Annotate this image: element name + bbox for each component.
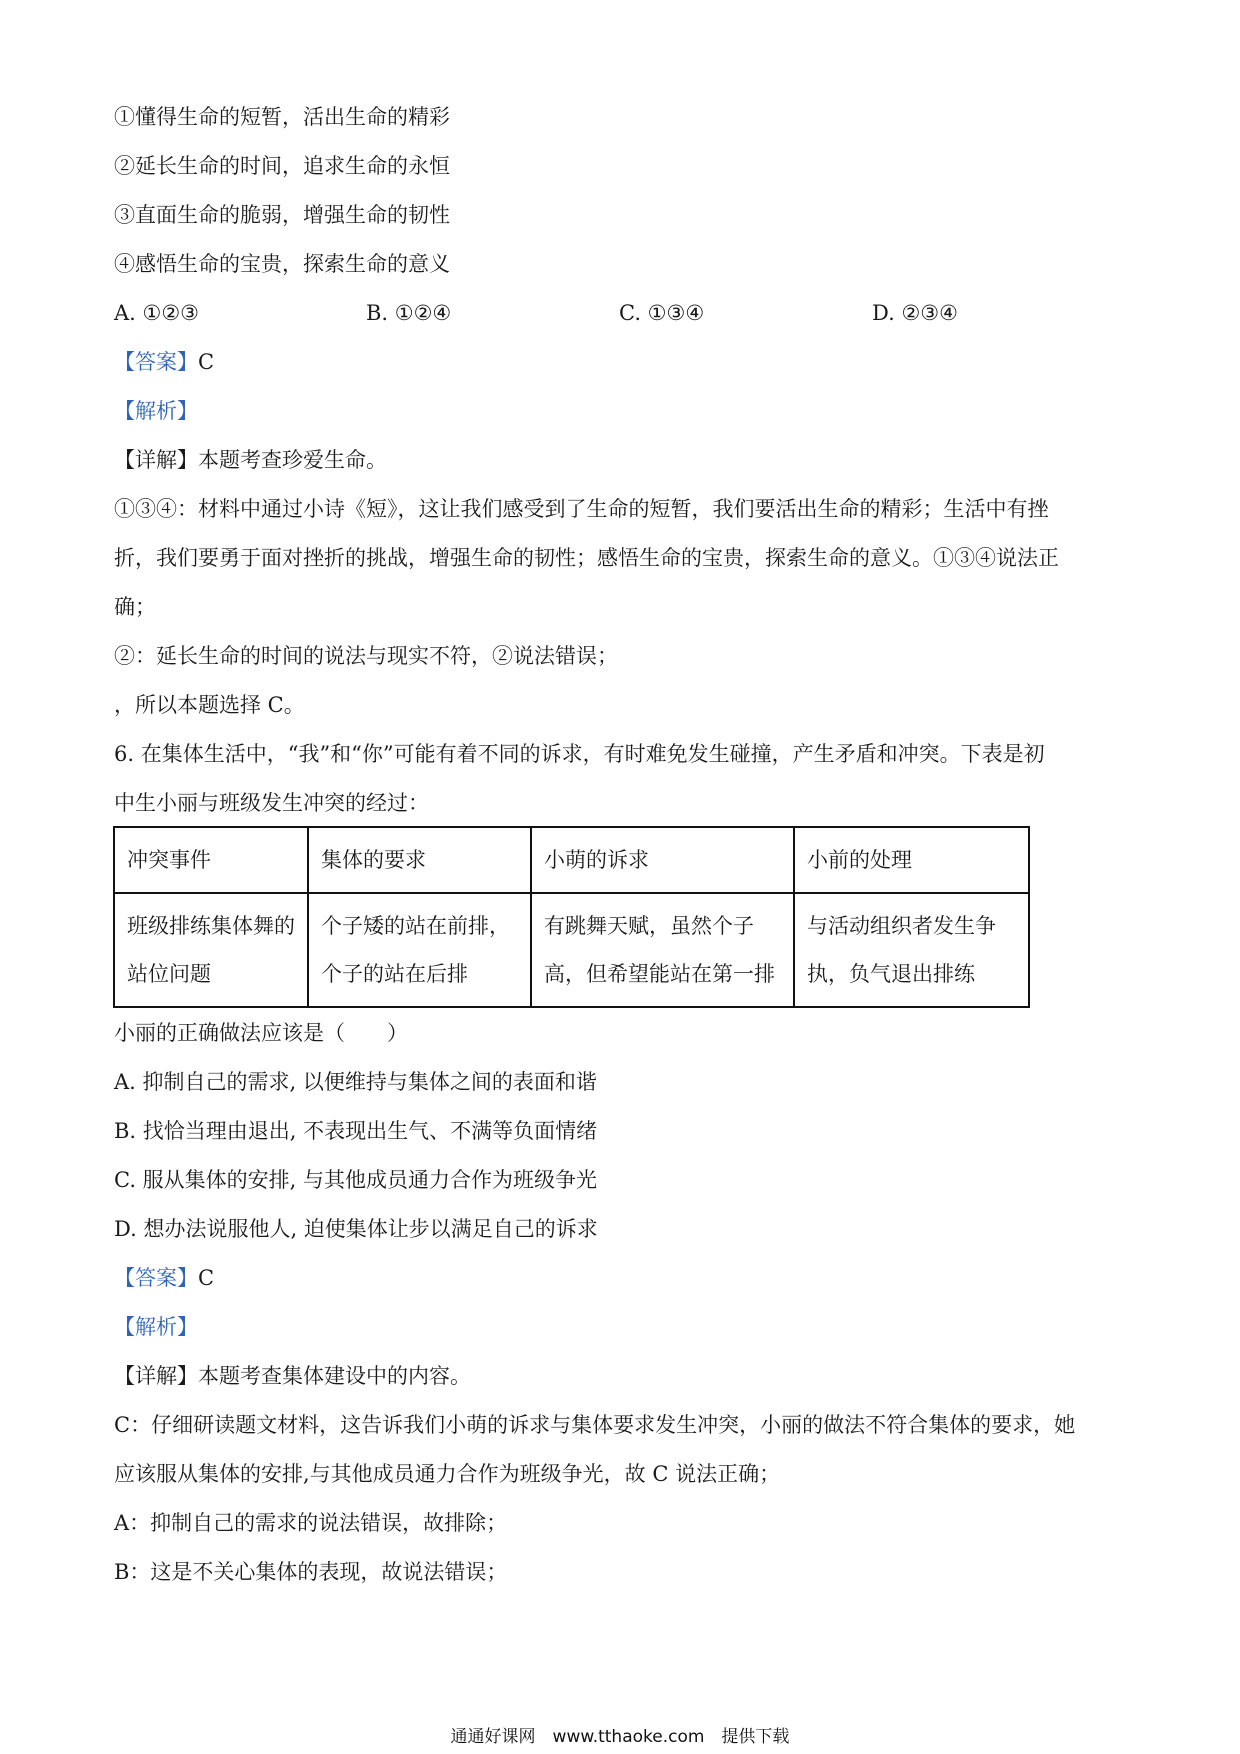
explain-line: 确； [114, 595, 156, 619]
table-cell: 有跳舞天赋，虽然个子高，但希望能站在第一排 [531, 893, 794, 1007]
option-b: B. 找恰当理由退出, 不表现出生气、不满等负面情绪 [114, 1119, 598, 1143]
option-a: A. 抑制自己的需求, 以便维持与集体之间的表面和谐 [114, 1070, 597, 1094]
question-stem: 6. 在集体生活中，“我”和“你”可能有着不同的诉求，有时难免发生碰撞，产生矛盾和冲突。下表是初 [114, 742, 1045, 766]
answer-value: C [198, 350, 215, 374]
answer-value: C [198, 1266, 215, 1290]
option-c: C. ①③④ [619, 301, 705, 325]
explain-line: B：这是不关心集体的表现，故说法错误； [114, 1560, 508, 1584]
explain-line: A：抑制自己的需求的说法错误，故排除； [114, 1511, 508, 1535]
detail-text: 本题考查集体建设中的内容。 [198, 1364, 471, 1388]
answer-line [114, 1263, 214, 1293]
statement-1: ①懂得生命的短暂，活出生命的精彩 [114, 105, 450, 129]
explain-line: ②：延长生命的时间的说法与现实不符，②说法错误； [114, 644, 618, 668]
table-header-cell: 集体的要求 [308, 827, 531, 893]
statement-4: ④感悟生命的宝贵，探索生命的意义 [114, 252, 450, 276]
table-header-cell: 小萌的诉求 [531, 827, 794, 893]
explain-line: C：仔细研读题文材料，这告诉我们小萌的诉求与集体要求发生冲突，小丽的做法不符合集体的要求，她 [114, 1413, 1076, 1437]
detail-tag: 【详解】 [114, 1364, 198, 1388]
table-header-row [114, 827, 1029, 893]
answer-tag: 【答案】 [114, 350, 198, 374]
analysis-tag: 【解析】 [114, 399, 198, 423]
detail-text: 本题考查珍爱生命。 [198, 448, 387, 472]
answer-tag: 【答案】 [114, 1266, 198, 1290]
answer-line [114, 347, 214, 377]
conflict-table [113, 826, 1030, 1008]
detail-line [114, 445, 387, 475]
question-stem: 中生小丽与班级发生冲突的经过： [114, 791, 429, 815]
statement-2: ②延长生命的时间，追求生命的永恒 [114, 154, 450, 178]
explain-line: 折，我们要勇于面对挫折的挑战，增强生命的韧性；感悟生命的宝贵，探索生命的意义。①③④说法正 [114, 546, 1059, 570]
table-cell: 班级排练集体舞的站位问题 [114, 893, 308, 1007]
table-cell: 个子矮的站在前排，个子的站在后排 [308, 893, 531, 1007]
detail-line [114, 1361, 471, 1391]
option-a: A. ①②③ [114, 301, 199, 325]
detail-tag: 【详解】 [114, 448, 198, 472]
table-row [114, 893, 1029, 1007]
explain-line: 应该服从集体的安排,与其他成员通力合作为班级争光，故 C 说法正确； [114, 1462, 781, 1486]
table-header-cell: 冲突事件 [114, 827, 308, 893]
option-d: D. 想办法说服他人, 迫使集体让步以满足自己的诉求 [114, 1217, 598, 1241]
option-b: B. ①②④ [366, 301, 452, 325]
table-header-cell: 小前的处理 [794, 827, 1029, 893]
analysis-line [114, 396, 198, 426]
analysis-tag: 【解析】 [114, 1315, 198, 1339]
explain-line: ①③④：材料中通过小诗《短》，这让我们感受到了生命的短暂，我们要活出生命的精彩；生活中有挫 [114, 497, 1049, 521]
option-c: C. 服从集体的安排, 与其他成员通力合作为班级争光 [114, 1168, 598, 1192]
table-cell: 与活动组织者发生争执，负气退出排练 [794, 893, 1029, 1007]
statement-3: ③直面生命的脆弱，增强生命的韧性 [114, 203, 450, 227]
explain-line: ，所以本题选择 C。 [114, 693, 305, 717]
analysis-line [114, 1312, 198, 1342]
option-d: D. ②③④ [872, 301, 958, 325]
question-prompt: 小丽的正确做法应该是（ ） [114, 1021, 408, 1045]
footer-watermark: 通通好课网 www.tthaoke.com 提供下载 [450, 1727, 790, 1747]
